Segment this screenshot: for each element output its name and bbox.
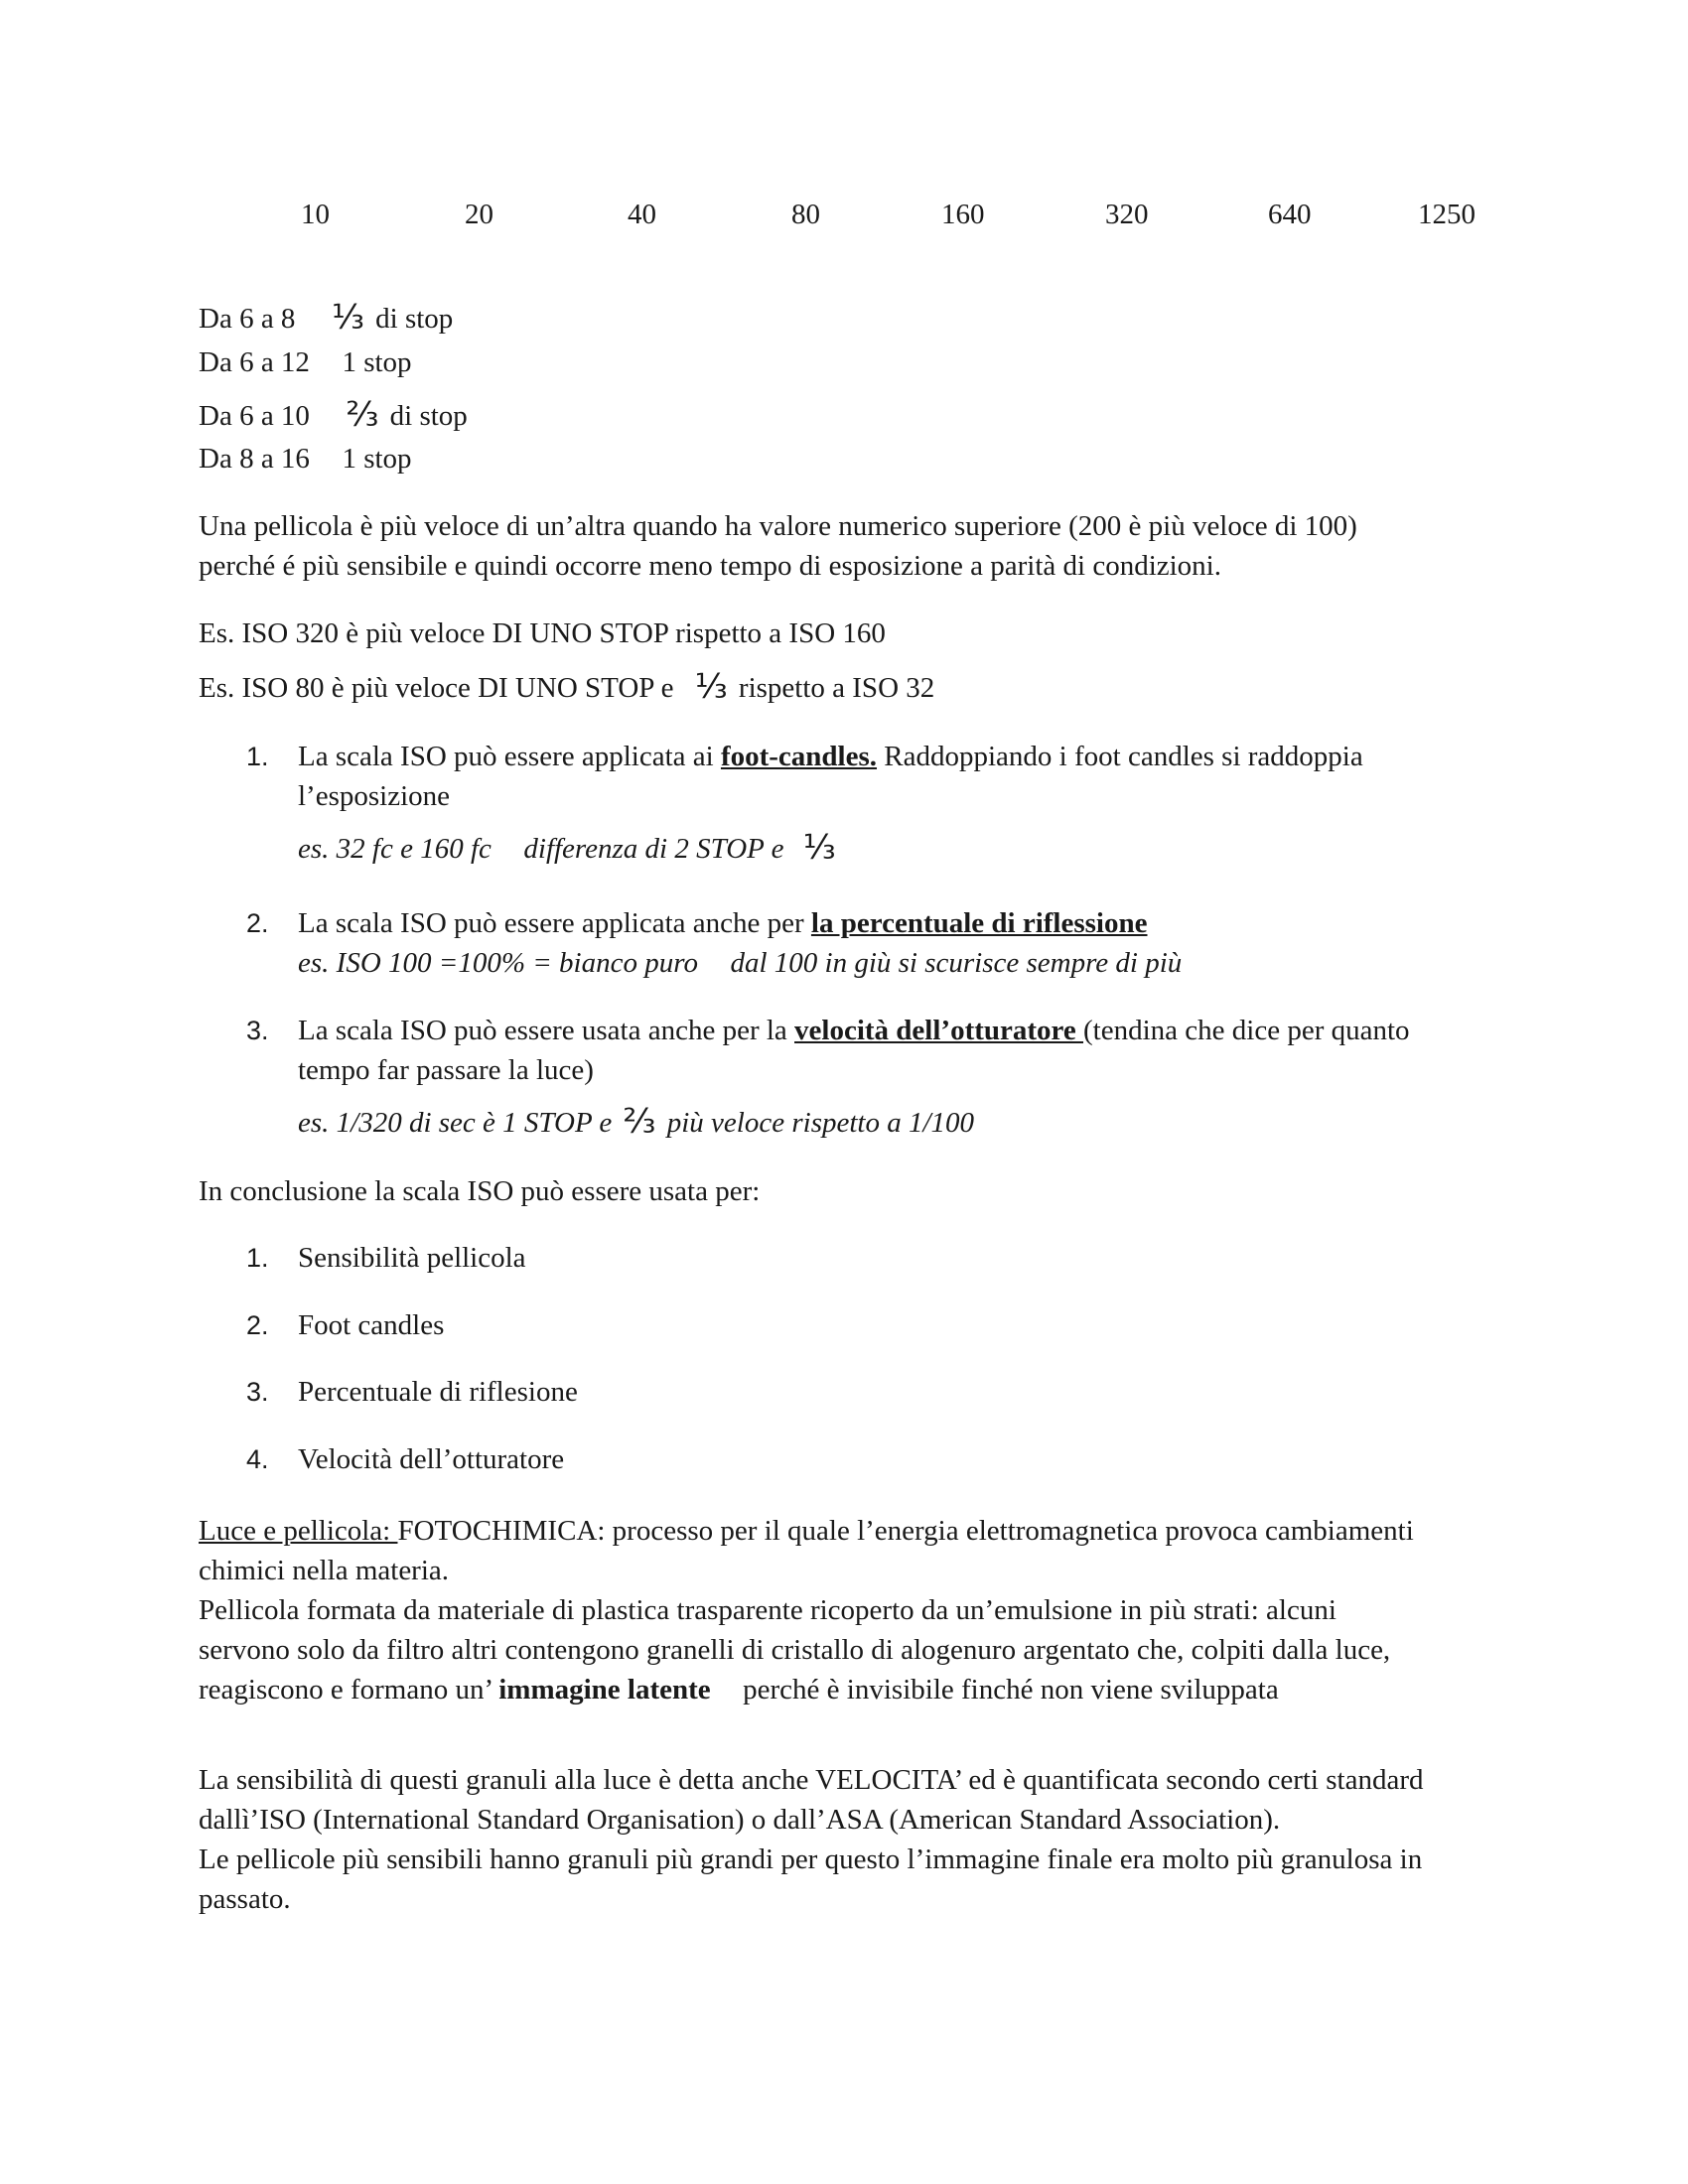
keyword: la percentuale di riflessione — [810, 907, 1148, 939]
example: es. 1/320 di sec è 1 STOP e ⅔ più veloce rispetto a 1/100 — [298, 1102, 975, 1142]
example: es. ISO 100 =100% = bianco puro dal 100 in giù si scurisce sempre di più — [298, 947, 1183, 979]
list-item: Foot candles — [298, 1309, 445, 1341]
list-item: Sensibilità pellicola — [298, 1242, 526, 1274]
scale-value: 1250 — [1418, 199, 1476, 230]
stop-line: Da 8 a 16 1 stop — [199, 443, 412, 475]
scale-value: 20 — [465, 199, 493, 230]
list-number: 1. — [246, 742, 269, 771]
luce-pellicola-paragraph: Luce e pellicola: FOTOCHIMICA: processo per il quale l’energia elettromagnetica provoca cambiamenti chimici nella materia. Pellicola formata da materiale di plastica trasparente ricoperto da un’emulsione in più strati: alcuni servono solo da filtro altri contengono granelli di cristallo di alogenuro argentato che, colpiti dalla luce, reagiscono e formano un’ immagine latente perché è invisibile finché non viene sviluppata — [199, 1515, 1414, 1706]
speed-paragraph: Una pellicola è più veloce di un’altra quando ha valore numerico superiore (200 è più veloce di 100) perché é più sensibile e quindi occorre meno tempo di esposizione a parità di condizioni. — [199, 510, 1357, 582]
list-item-otturatore: La scala ISO può essere usata anche per la velocità dell’otturatore (tendina che dice per quanto tempo far passare la luce) es. 1/320 di sec è 1 STOP e ⅔ più veloce rispetto a 1/100 — [298, 1011, 1509, 1143]
sensibilita-paragraph: La sensibilità di questi granuli alla luce è detta anche VELOCITA’ ed è quantificata secondo certi standard dallì’ISO (International Standard Organisation) o dall’ASA (American Standard Association). Le pellicole più sensibili hanno granuli più grandi per questo l’immagine finale era molto più granulosa in passato. — [199, 1764, 1424, 1915]
fraction: ⅔ — [623, 1102, 656, 1142]
list-item-riflessione: La scala ISO può essere applicata anche per la percentuale di riflessione es. ISO 100 =100% = bianco puro dal 100 in giù si scurisce sempre di più — [298, 903, 1509, 983]
list-item-foot-candles: La scala ISO può essere applicata ai foot-candles. Raddoppiando i foot candles si raddoppia l’esposizione es. 32 fc e 160 fc differenza di 2 STOP e ⅓ — [298, 737, 1509, 869]
list-number: 3. — [246, 1377, 269, 1407]
list-number: 2. — [246, 1310, 269, 1340]
example: es. 32 fc e 160 fc differenza di 2 STOP e ⅓ — [298, 828, 836, 868]
example-iso-80: Es. ISO 80 è più veloce DI UNO STOP e ⅓ rispetto a ISO 32 — [199, 667, 935, 707]
keyword: velocità dell’otturatore — [794, 1015, 1084, 1046]
stop-line: Da 6 a 12 1 stop — [199, 346, 412, 378]
iso-scale-row — [0, 199, 1688, 238]
list-number: 1. — [246, 1243, 269, 1273]
fraction: ⅓ — [331, 298, 364, 338]
list-item: Percentuale di riflesione — [298, 1376, 578, 1408]
example-iso-320: Es. ISO 320 è più veloce DI UNO STOP rispetto a ISO 160 — [199, 617, 886, 649]
stop-line: Da 6 a 10 ⅔ di stop — [199, 395, 468, 435]
fraction: ⅓ — [694, 667, 728, 707]
list-number: 3. — [246, 1016, 269, 1045]
scale-value: 40 — [628, 199, 656, 230]
stop-line: Da 6 a 8 ⅓ di stop — [199, 298, 454, 338]
scale-value: 80 — [791, 199, 820, 230]
fraction: ⅓ — [802, 828, 836, 868]
section-title: Luce e pellicola: — [199, 1515, 398, 1547]
keyword: immagine latente — [498, 1674, 711, 1706]
scale-value: 160 — [941, 199, 985, 230]
list-number: 4. — [246, 1444, 269, 1474]
list-number: 2. — [246, 908, 269, 938]
conclusion-text: In conclusione la scala ISO può essere usata per: — [199, 1175, 761, 1207]
keyword: foot-candles. — [720, 741, 878, 772]
fraction: ⅔ — [346, 395, 379, 435]
scale-value: 10 — [301, 199, 330, 230]
list-item: Velocità dell’otturatore — [298, 1443, 565, 1475]
scale-value: 320 — [1105, 199, 1149, 230]
scale-value: 640 — [1268, 199, 1312, 230]
